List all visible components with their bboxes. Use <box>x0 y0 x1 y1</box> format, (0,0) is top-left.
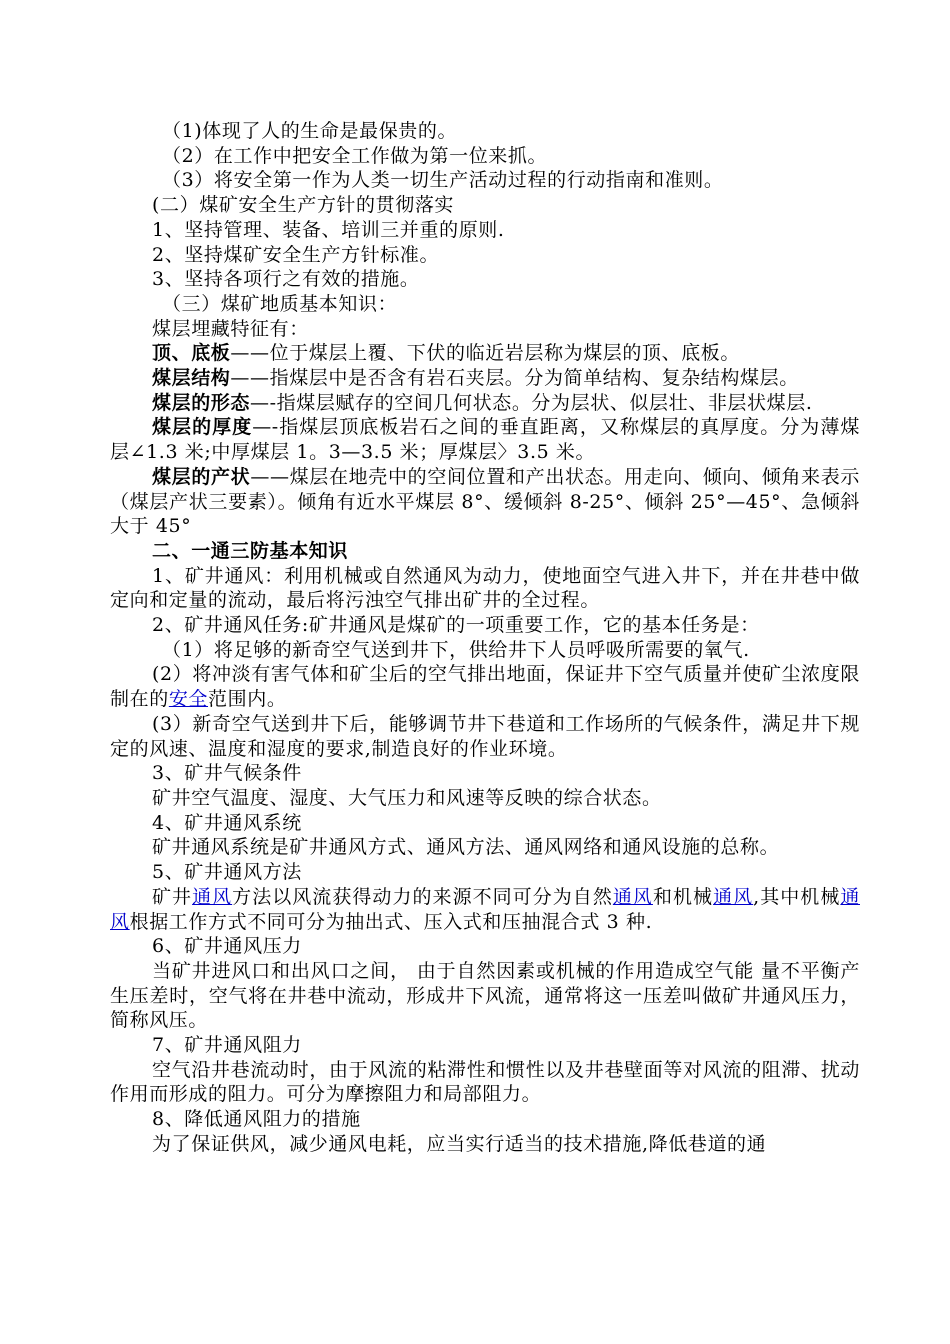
link-ventilation[interactable]: 通风 <box>192 885 233 908</box>
subheading: 4、矿井通风系统 <box>152 811 302 834</box>
term-label: 顶、底板 <box>152 342 231 365</box>
subheading: 5、矿井通风方法 <box>152 861 302 884</box>
text-line: 1、坚持管理、装备、培训三并重的原则. <box>152 218 505 241</box>
text-line: （3）将安全第一作为人类一切生产活动过程的行动指南和准则。 <box>162 169 724 192</box>
term-label: 煤层结构 <box>152 367 231 390</box>
paragraph-text: 矿井 <box>152 885 193 908</box>
subheading: 8、降低通风阻力的措施 <box>152 1108 361 1131</box>
term-definition: ——指煤层中是否含有岩石夹层。分为简单结构、复杂结构煤层。 <box>230 367 799 390</box>
link-ventilation[interactable]: 通风 <box>110 885 860 933</box>
paragraph-text: ,其中机械 <box>753 885 841 908</box>
term-paragraph <box>110 415 860 464</box>
paragraph: （1）将足够的新奇空气送到井下，供给井下人员呼吸所需要的氧气. <box>162 638 750 661</box>
paragraph: 矿井通风系统是矿井通风方式、通风方法、通风网络和通风设施的总称。 <box>152 836 780 859</box>
term-paragraph <box>110 341 860 366</box>
term-definition: —-指煤层赋存的空间几何状态。分为层状、似层壮、非层状煤层. <box>250 391 813 414</box>
text-line: （2）在工作中把安全工作做为第一位来抓。 <box>162 144 548 167</box>
section-heading: 二、一通三防基本知识 <box>152 539 349 562</box>
term-definition: ——位于煤层上覆、下伏的临近岩层称为煤层的顶、底板。 <box>230 342 741 365</box>
paragraph: 当矿井进风口和出风口之间， 由于自然因素或机械的作用造成空气能 量不平衡产生压差时，空气将在井巷中流动，形成井下风流，通常将这一压差叫做矿井通风压力，简称风压。 <box>110 959 860 1032</box>
text-line: （1)体现了人的生命是最保贵的。 <box>162 120 458 142</box>
term-definition: —-指煤层顶底板岩石之间的垂直距离，又称煤层的真厚度。分为薄煤层∠1.3 米;中厚煤层 1。3—3.5 米；厚煤层〉3.5 米。 <box>110 416 860 464</box>
term-label: 煤层的形态 <box>152 391 251 414</box>
paragraph-text: 范围内。 <box>208 688 287 711</box>
text-line: (二）煤矿安全生产方针的贯彻落实 <box>152 194 455 217</box>
subheading: 6、矿井通风压力 <box>152 935 302 958</box>
text-line: （三）煤矿地质基本知识： <box>162 292 398 315</box>
subheading: 3、矿井气候条件 <box>152 762 302 785</box>
term-label: 煤层的厚度 <box>152 416 253 439</box>
text-line: 2、坚持煤矿安全生产方针标准。 <box>152 243 440 266</box>
subheading: 7、矿井通风阻力 <box>152 1034 302 1057</box>
paragraph: (3）新奇空气送到井下后，能够调节井下巷道和工作场所的气候条件，满足井下规定的风速、温度和湿度的要求,制造良好的作业环境。 <box>110 712 860 760</box>
link-ventilation[interactable]: 通风 <box>612 885 653 908</box>
term-paragraph <box>110 366 860 391</box>
paragraph: 1、矿井通风：利用机械或自然通风为动力，使地面空气进入井下，并在井巷中做定向和定量的流动，最后将污浊空气排出矿井的全过程。 <box>110 564 860 612</box>
text-line: 3、坚持各项行之有效的措施。 <box>152 268 420 291</box>
paragraph <box>110 662 860 711</box>
term-label: 煤层的产状 <box>152 465 251 488</box>
term-definition: ——煤层在地壳中的空间位置和产出状态。用走向、倾向、倾角来表示（煤层产状三要素）。倾角有近水平煤层 8°、缓倾斜 8-25°、倾斜 25°—45°、急倾斜大于 45° <box>110 465 860 538</box>
text-line: 煤层埋藏特征有： <box>152 317 309 340</box>
paragraph-text: 方法以风流获得动力的来源不同可分为自然 <box>232 885 613 908</box>
link-ventilation[interactable]: 通风 <box>713 885 754 908</box>
term-paragraph <box>110 465 860 539</box>
term-paragraph <box>110 391 860 416</box>
paragraph: 为了保证供风，减少通风电耗，应当实行适当的技术措施,降低巷道的通 <box>152 1132 767 1155</box>
paragraph: 空气沿井巷流动时，由于风流的粘滞性和惯性以及井巷壁面等对风流的阻滞、扰动作用而形成的阻力。可分为摩擦阻力和局部阻力。 <box>110 1058 860 1106</box>
paragraph: 矿井空气温度、湿度、大气压力和风速等反映的综合状态。 <box>152 786 662 809</box>
link-safety[interactable]: 安全 <box>168 688 209 711</box>
paragraph <box>110 885 860 934</box>
paragraph: 2、矿井通风任务:矿井通风是煤矿的一项重要工作，它的基本任务是： <box>152 614 760 637</box>
paragraph-text: 根据工作方式不同可分为抽出式、压入式和压抽混合式 3 种. <box>129 910 653 933</box>
paragraph-text: (2）将冲淡有害气体和矿尘后的空气排出地面，保证井下空气质量并使矿尘浓度限制在的 <box>110 663 860 711</box>
paragraph-text: 和机械 <box>652 885 714 908</box>
